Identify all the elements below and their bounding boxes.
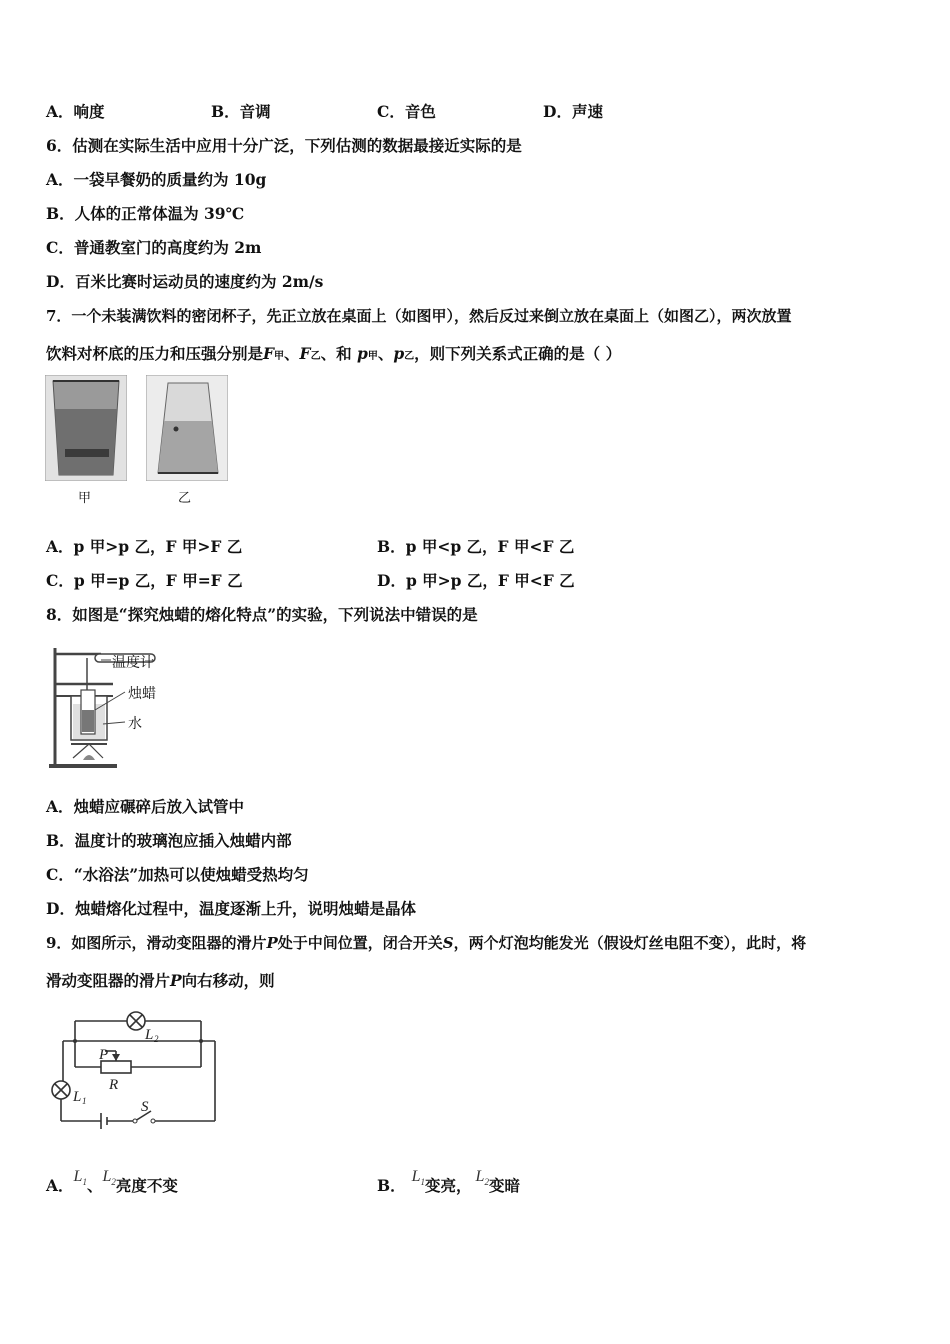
q7-option-d: D．p 甲>p 乙，F 甲<F 乙 (377, 571, 575, 590)
q9-option-b: B． $L_1$变亮， $L_2$变暗 (377, 1168, 520, 1195)
q8-option-b: B．温度计的玻璃泡应插入烛蜡内部 (46, 831, 292, 850)
circuit-label-l1-sub: 1 (82, 1096, 87, 1106)
q9-stem-line1: 9．如图所示，滑动变阻器的滑片P处于中间位置，闭合开关S，两个灯泡均能发光（假设灯丝电阻不变），此时，将 (46, 934, 807, 952)
cup-upright-photo (45, 375, 127, 481)
q6-option-a: A．一袋早餐奶的质量约为 10g (46, 170, 267, 189)
q6-option-b: B．人体的正常体温为 39℃ (46, 204, 245, 223)
q8-option-d: D．烛蜡熔化过程中，温度逐渐上升，说明烛蜡是晶体 (46, 899, 416, 918)
label-thermometer: 温度计 (112, 655, 154, 671)
fig-label-yi: 乙 (178, 491, 192, 506)
label-water: 水 (128, 716, 142, 732)
q5-option-c: C．音色 (377, 102, 436, 121)
circuit-label-l1: L (73, 1089, 82, 1105)
cup-inverted-photo (146, 375, 228, 481)
q8-option-a: A．烛蜡应碾碎后放入试管中 (46, 797, 245, 816)
q6-option-c: C．普通教室门的高度约为 2m (46, 238, 262, 257)
q9-stem-line2: 滑动变阻器的滑片P向右移动，则 (46, 971, 275, 990)
q5-option-b: B．音调 (211, 102, 271, 121)
q8-stem: 8．如图是“探究烛蜡的熔化特点”的实验，下列说法中错误的是 (46, 605, 478, 624)
q5-option-d: D．声速 (543, 102, 603, 121)
circuit-label-s: S (141, 1099, 149, 1115)
q7-option-b: B．p 甲<p 乙，F 甲<F 乙 (377, 537, 575, 556)
q8-option-c: C．“水浴法”加热可以使烛蜡受热均匀 (46, 865, 309, 884)
circuit-label-p: P (99, 1047, 109, 1063)
q6-option-d: D．百米比赛时运动员的速度约为 2m/s (46, 272, 324, 291)
q7-stem-line1: 7．一个未装满饮料的密闭杯子，先正立放在桌面上（如图甲），然后反过来倒立放在桌面上（如图乙），两次放置 (46, 307, 792, 325)
circuit-label-r: R (109, 1077, 119, 1093)
q5-option-a: A．响度 (46, 102, 105, 121)
q6-stem: 6．估测在实际生活中应用十分广泛，下列估测的数据最接近实际的是 (46, 136, 522, 155)
q7-option-a: A．p 甲>p 乙，F 甲>F 乙 (46, 537, 243, 556)
q7-option-c: C．p 甲=p 乙，F 甲=F 乙 (46, 571, 243, 590)
circuit-diagram (45, 1005, 225, 1135)
wax-melting-apparatus-diagram (45, 640, 175, 770)
circuit-label-l2: L (145, 1027, 154, 1043)
circuit-label-l2-sub: 2 (154, 1034, 159, 1044)
q7-stem-line2: 饮料对杯底的压力和压强分别是F甲、F乙、和 p甲、p乙，则下列关系式正确的是（ ） (46, 344, 622, 363)
q9-option-a: A．$L_1$、$L_2$亮度不变 (46, 1168, 178, 1195)
fig-label-jia: 甲 (78, 491, 92, 506)
label-wax: 烛蜡 (128, 686, 156, 702)
